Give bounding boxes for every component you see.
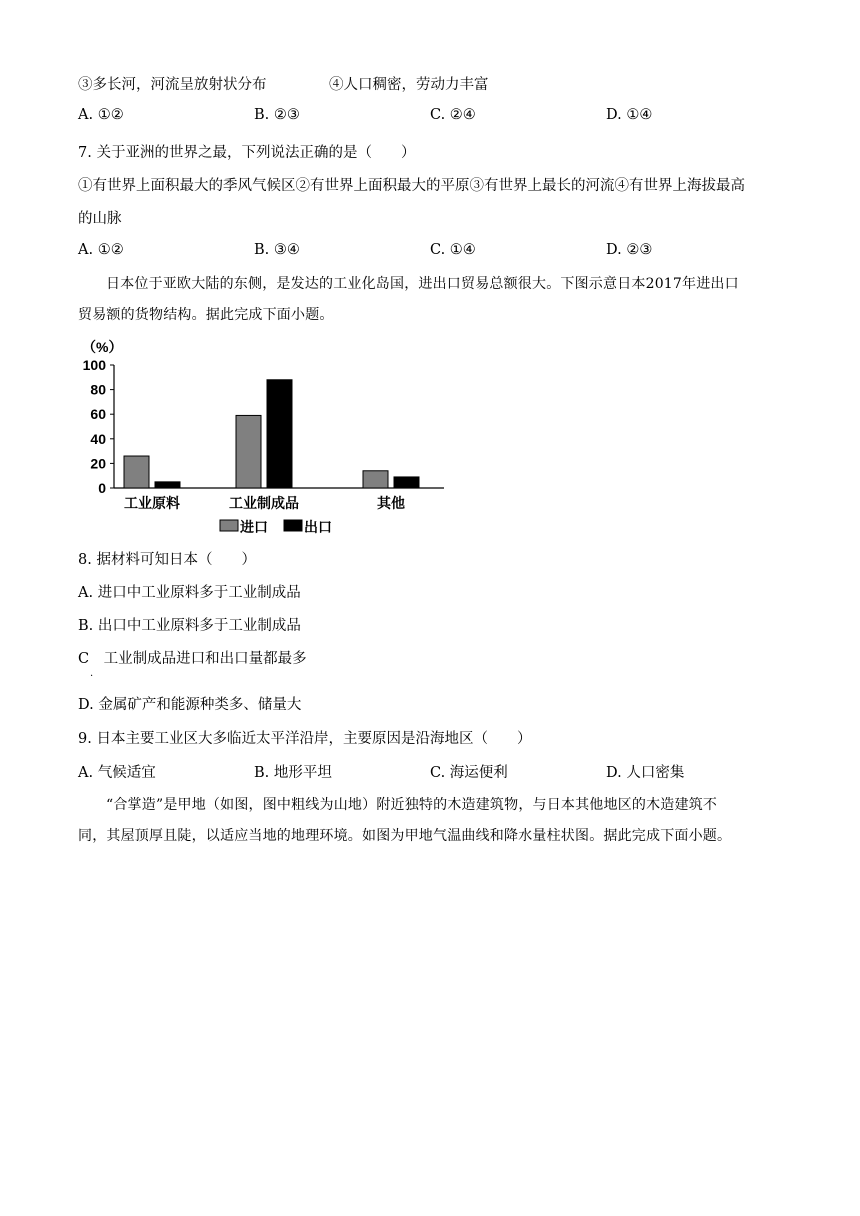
- legend: [220, 520, 332, 536]
- y-tick-label: 60: [90, 406, 106, 423]
- q7-statements-line2: 的山脉: [78, 211, 122, 227]
- q6-statement-3: ③多长河，河流呈放射状分布: [78, 77, 267, 93]
- q7-statements-line1: ①有世界上面积最大的季风气候区②有世界上面积最大的平原③有世界上最长的河流④有世界上海拔最高: [78, 178, 745, 194]
- japan-trade-passage: [78, 269, 783, 331]
- x-category-label: 工业原料: [124, 496, 180, 512]
- q7-option-b[interactable]: B. ③④: [254, 242, 300, 258]
- bar-export: [394, 477, 419, 488]
- y-tick-label: 40: [90, 430, 106, 447]
- q9-option-c[interactable]: C. 海运便利: [430, 765, 508, 781]
- bar-export: [155, 482, 180, 488]
- bar-import: [363, 471, 388, 488]
- bars: [124, 380, 419, 488]
- q8-option-a[interactable]: A. 进口中工业原料多于工业制成品: [78, 585, 301, 601]
- q6-statement-4: ④人口稠密，劳动力丰富: [329, 77, 489, 93]
- y-tick-label: 0: [98, 480, 106, 496]
- q8-option-d[interactable]: D. 金属矿产和能源种类多、储量大: [78, 697, 302, 713]
- bar-import: [124, 456, 149, 488]
- q8-stem: 8. 据材料可知日本（ ）: [78, 552, 256, 568]
- q8-option-b[interactable]: B. 出口中工业原料多于工业制成品: [78, 618, 301, 634]
- gassho-passage-line1: “合掌造”是甲地（如图，图中粗线为山地）附近独特的木造建筑物，与日本其他地区的木造建筑不: [106, 797, 718, 813]
- x-axis-labels: [124, 495, 405, 512]
- gassho-passage: [78, 790, 783, 852]
- q6-option-d[interactable]: D. ①④: [606, 107, 653, 123]
- x-category-label: 工业制成品: [229, 496, 299, 512]
- q9-option-a[interactable]: A. 气候适宜: [78, 765, 156, 781]
- y-unit-label: （%）: [82, 339, 123, 355]
- legend-swatch: [284, 520, 302, 531]
- q7-stem: 7. 关于亚洲的世界之最，下列说法正确的是（ ）: [78, 145, 416, 161]
- bar-export: [267, 380, 292, 488]
- legend-label: 进口: [240, 520, 268, 536]
- q9-stem: 9. 日本主要工业区大多临近太平洋沿岸，主要原因是沿海地区（ ）: [78, 731, 532, 747]
- q7-options: [78, 242, 778, 262]
- legend-label: 出口: [304, 520, 332, 536]
- japan-trade-passage-line2: 贸易额的货物结构。据此完成下面小题。: [78, 307, 334, 323]
- trade-structure-bar-chart: [78, 337, 458, 537]
- q7-option-a[interactable]: A. ①②: [78, 242, 124, 258]
- stray-dot: .: [90, 668, 94, 679]
- q7-option-d[interactable]: D. ②③: [606, 242, 653, 258]
- gassho-passage-line2: 同，其屋顶厚且陡，以适应当地的地理环境。如图为甲地气温曲线和降水量柱状图。据此完成下面小题。: [78, 828, 732, 844]
- y-tick-label: 20: [90, 455, 106, 472]
- q8-option-c[interactable]: C 工业制成品进口和出口量都最多: [78, 651, 307, 667]
- q9-options: [78, 761, 778, 781]
- y-tick-label: 80: [90, 381, 106, 398]
- q6-options: [78, 107, 778, 127]
- q6-option-b[interactable]: B. ②③: [254, 107, 300, 123]
- y-tick-label: 100: [82, 357, 106, 373]
- bar-import: [236, 415, 261, 488]
- q9-option-d[interactable]: D. 人口密集: [606, 765, 685, 781]
- q7-option-c[interactable]: C. ①④: [430, 242, 476, 258]
- x-category-label: 其他: [377, 496, 405, 512]
- q6-option-c[interactable]: C. ②④: [430, 107, 476, 123]
- q6-option-a[interactable]: A. ①②: [78, 107, 124, 123]
- japan-trade-passage-line1: 日本位于亚欧大陆的东侧，是发达的工业化岛国，进出口贸易总额很大。下图示意日本2017年进出口: [106, 276, 739, 292]
- legend-swatch: [220, 520, 238, 531]
- q9-option-b[interactable]: B. 地形平坦: [254, 765, 332, 781]
